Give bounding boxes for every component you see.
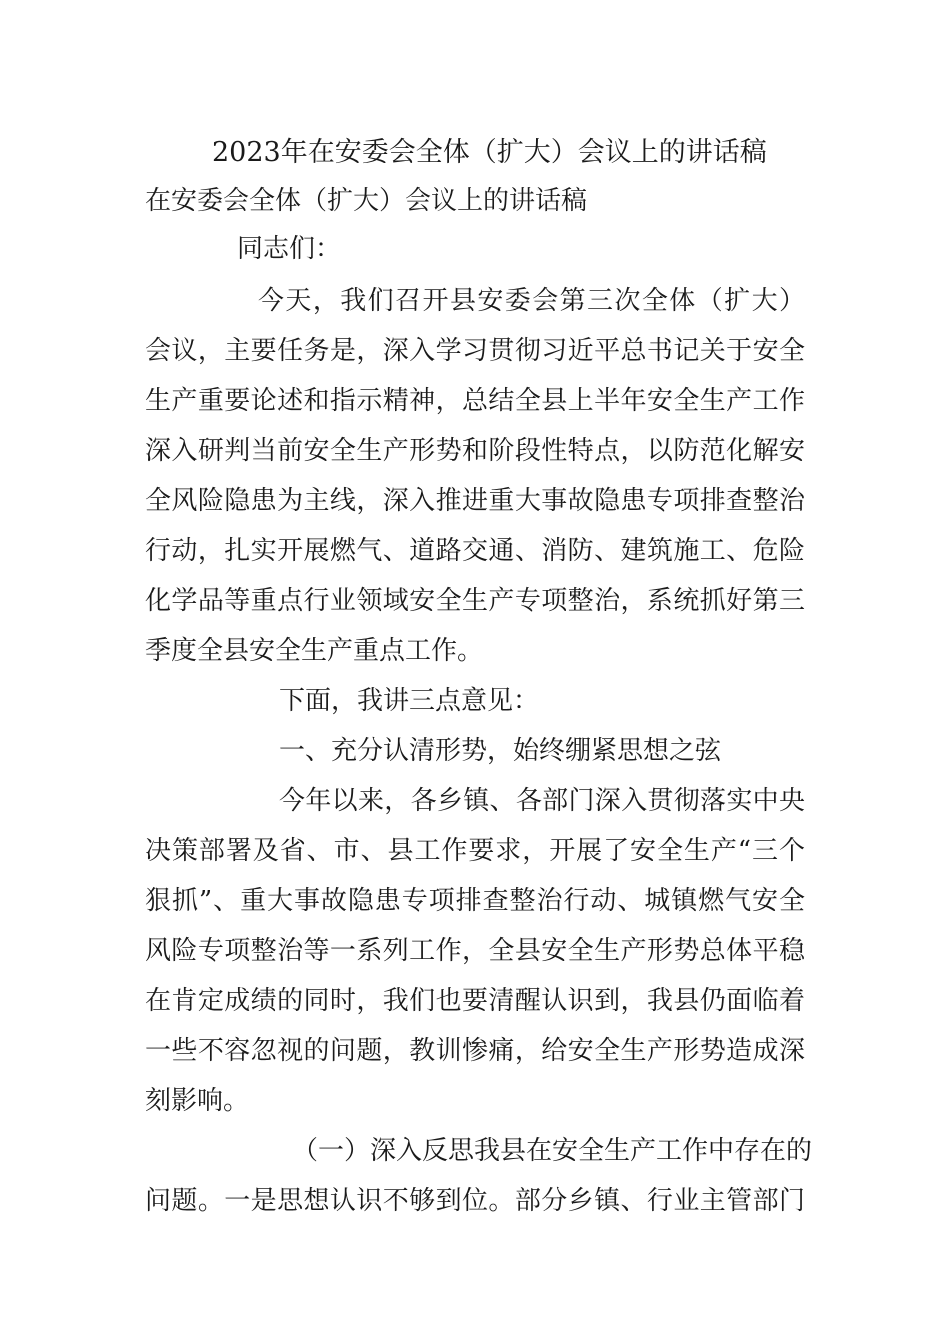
subsection-heading: （一）深入反思我县在安全生产工作中存在的: [292, 1136, 813, 1166]
paragraph-line: 今天，我们召开县安委会第三次全体（扩大）: [258, 286, 805, 316]
paragraph-line: 季度全县安全生产重点工作。: [145, 636, 484, 666]
paragraph-line: 深入研判当前安全生产形势和阶段性特点，以防范化解安: [145, 436, 805, 466]
paragraph-line: 下面，我讲三点意见：: [279, 686, 540, 716]
paragraph-line: 在肯定成绩的同时，我们也要清醒认识到，我县仍面临着: [145, 986, 805, 1016]
salutation: 同志们：: [237, 234, 342, 264]
document-subtitle: 在安委会全体（扩大）会议上的讲话稿: [145, 186, 588, 216]
paragraph-line: 行动，扎实开展燃气、道路交通、消防、建筑施工、危险: [145, 536, 805, 566]
paragraph-line: 今年以来，各乡镇、各部门深入贯彻落实中央: [279, 786, 805, 816]
section-heading: 一、充分认清形势，始终绷紧思想之弦: [279, 736, 722, 766]
paragraph-line: 会议，主要任务是，深入学习贯彻习近平总书记关于安全: [145, 336, 805, 366]
document-title: 2023年在安委会全体（扩大）会议上的讲话稿: [212, 137, 767, 168]
paragraph-line: 化学品等重点行业领域安全生产专项整治，系统抓好第三: [145, 586, 805, 616]
paragraph-line: 刻影响。: [145, 1086, 250, 1116]
paragraph-line: 决策部署及省、市、县工作要求，开展了安全生产“三个: [145, 836, 805, 866]
paragraph-line: 全风险隐患为主线，深入推进重大事故隐患专项排查整治: [145, 486, 805, 516]
paragraph-line: 风险专项整治等一系列工作，全县安全生产形势总体平稳: [145, 936, 805, 966]
paragraph-line: 狠抓”、重大事故隐患专项排查整治行动、城镇燃气安全: [145, 886, 805, 916]
paragraph-line: 问题。一是思想认识不够到位。部分乡镇、行业主管部门: [145, 1186, 805, 1216]
paragraph-line: 生产重要论述和指示精神，总结全县上半年安全生产工作: [145, 386, 805, 416]
paragraph-line: 一些不容忽视的问题，教训惨痛，给安全生产形势造成深: [145, 1036, 805, 1066]
